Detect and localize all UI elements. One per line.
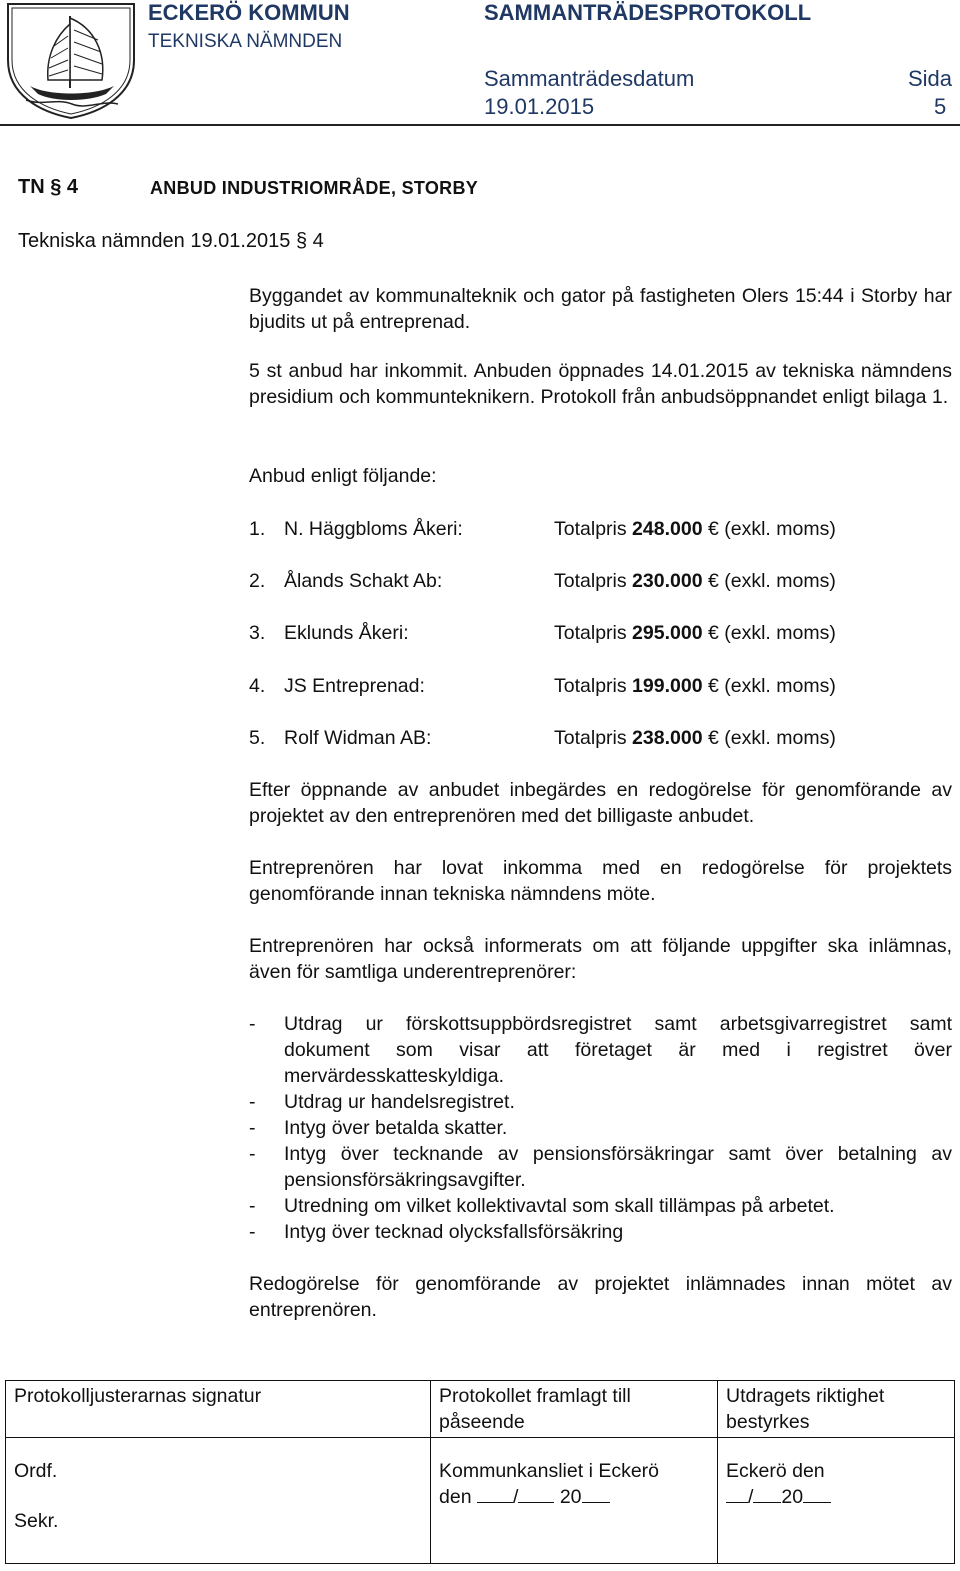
certification-header-cell bbox=[718, 1381, 955, 1438]
price-amount: 199.000 bbox=[632, 675, 703, 697]
list-dash: - bbox=[249, 1091, 256, 1113]
bidder-name: Rolf Widman AB: bbox=[284, 727, 432, 749]
bid-row bbox=[249, 725, 952, 751]
price-label: Totalpris bbox=[554, 518, 627, 540]
price-amount: 248.000 bbox=[632, 518, 703, 540]
bid-price bbox=[554, 673, 836, 699]
posting-date bbox=[439, 1484, 709, 1510]
document-type: SAMMANTRÄDESPROTOKOLL bbox=[484, 0, 812, 25]
date-slash: / bbox=[748, 1486, 754, 1508]
list-item-text: Utdrag ur förskottsuppbördsregistret samt arbetsgivarregistret samt dokument som visar att företaget är med i registret över mervärdesskatteskyldiga. bbox=[284, 1013, 952, 1087]
bid-row bbox=[249, 673, 952, 699]
sekr-label: Sekr. bbox=[14, 1510, 59, 1532]
list-dash: - bbox=[249, 1143, 256, 1165]
list-dash: - bbox=[249, 1221, 256, 1243]
certification-cell bbox=[718, 1438, 955, 1564]
price-label: Totalpris bbox=[554, 727, 627, 749]
list-item bbox=[249, 1141, 952, 1193]
page-number: 5 bbox=[934, 94, 947, 119]
month-blank bbox=[753, 1484, 781, 1503]
price-suffix: € (exkl. moms) bbox=[707, 727, 836, 749]
bid-number: 3. bbox=[249, 622, 266, 644]
header-divider bbox=[0, 124, 960, 126]
bid-price bbox=[554, 568, 836, 594]
price-label: Totalpris bbox=[554, 675, 627, 697]
list-item bbox=[249, 1115, 952, 1141]
bid-number: 2. bbox=[249, 570, 266, 592]
meeting-date: 19.01.2015 bbox=[484, 94, 595, 119]
list-item bbox=[249, 1193, 952, 1219]
list-item-text: Intyg över tecknad olycksfallsförsäkring bbox=[284, 1221, 624, 1243]
year-blank bbox=[803, 1484, 831, 1503]
price-suffix: € (exkl. moms) bbox=[707, 518, 836, 540]
paragraph-bids-received: 5 st anbud har inkommit. Anbuden öppnades 14.01.2015 av tekniska nämndens presidium och kommunteknikern. Protokoll från anbudsöppnandet enligt bilaga 1. bbox=[249, 360, 952, 408]
signature-table bbox=[5, 1380, 955, 1564]
posting-location: Kommunkansliet i Eckerö bbox=[439, 1460, 660, 1482]
bid-price bbox=[554, 725, 836, 751]
page-label: Sida bbox=[908, 66, 953, 91]
paragraph-contractor-promise: Entreprenören har lovat inkomma med en redogörelse för projektets genomförande innan tekniska nämndens möte. bbox=[249, 857, 952, 905]
list-item bbox=[249, 1219, 952, 1245]
year-prefix: 20 bbox=[559, 1486, 582, 1508]
list-item bbox=[249, 1011, 952, 1089]
committee-name: TEKNISKA NÄMNDEN bbox=[148, 31, 343, 52]
signature-header: Protokolljusterarnas signatur bbox=[14, 1385, 262, 1407]
paragraph-submitted: Redogörelse för genomförande av projektet inlämnades innan mötet av entreprenören. bbox=[249, 1273, 952, 1321]
municipality-name: ECKERÖ KOMMUN bbox=[148, 0, 350, 25]
ordf-label: Ordf. bbox=[14, 1460, 58, 1482]
bid-price bbox=[554, 620, 836, 646]
signature-cell bbox=[6, 1438, 431, 1564]
certification-date bbox=[726, 1484, 946, 1510]
certification-header: Utdragets riktighet bestyrkes bbox=[726, 1385, 885, 1433]
list-item bbox=[249, 1089, 952, 1115]
paragraph-required-info: Entreprenören har också informerats om att följande uppgifter ska inlämnas, även för samtliga underentreprenörer: bbox=[249, 935, 952, 983]
list-item-text: Intyg över betalda skatter. bbox=[284, 1117, 508, 1139]
bid-row bbox=[249, 620, 952, 646]
municipality-coat-of-arms-logo bbox=[2, 0, 140, 120]
bidder-name: JS Entreprenad: bbox=[284, 675, 425, 697]
bid-price bbox=[554, 516, 836, 542]
month-blank bbox=[518, 1484, 554, 1503]
bidder-name: N. Häggbloms Åkeri: bbox=[284, 518, 463, 540]
meeting-date-label: Sammanträdesdatum bbox=[484, 66, 695, 91]
certification-location: Eckerö den bbox=[726, 1460, 825, 1482]
list-dash: - bbox=[249, 1013, 256, 1035]
bid-row bbox=[249, 568, 952, 594]
bid-number: 5. bbox=[249, 727, 266, 749]
paragraph-procurement: Byggandet av kommunalteknik och gator på fastigheten Olers 15:44 i Storby har bjudits ut på entreprenad. bbox=[249, 285, 952, 333]
day-blank bbox=[726, 1484, 748, 1503]
bid-number: 1. bbox=[249, 518, 266, 540]
requirements-list bbox=[249, 1011, 952, 1245]
list-item-text: Utredning om vilket kollektivavtal som skall tillämpas på arbetet. bbox=[284, 1195, 835, 1217]
date-slash: / bbox=[512, 1486, 519, 1508]
price-amount: 238.000 bbox=[632, 727, 703, 749]
bidder-name: Ålands Schakt Ab: bbox=[284, 570, 443, 592]
list-dash: - bbox=[249, 1195, 256, 1217]
price-suffix: € (exkl. moms) bbox=[707, 675, 836, 697]
signature-header-cell bbox=[6, 1381, 431, 1438]
posting-cell bbox=[431, 1438, 718, 1564]
section-reference: Tekniska nämnden 19.01.2015 § 4 bbox=[18, 230, 324, 252]
list-dash: - bbox=[249, 1117, 256, 1139]
den-label: den bbox=[439, 1486, 472, 1508]
year-blank bbox=[582, 1484, 610, 1503]
price-label: Totalpris bbox=[554, 622, 627, 644]
price-suffix: € (exkl. moms) bbox=[707, 570, 836, 592]
paragraph-bids-intro: Anbud enligt följande: bbox=[249, 465, 437, 487]
section-title: ANBUD INDUSTRIOMRÅDE, STORBY bbox=[150, 178, 479, 198]
price-amount: 295.000 bbox=[632, 622, 703, 644]
list-item-text: Utdrag ur handelsregistret. bbox=[284, 1091, 515, 1113]
price-amount: 230.000 bbox=[632, 570, 703, 592]
posting-header: Protokollet framlagt till påseende bbox=[439, 1385, 631, 1433]
section-number: TN § 4 bbox=[18, 176, 79, 198]
bidder-name: Eklunds Åkeri: bbox=[284, 622, 409, 644]
list-item-text: Intyg över tecknande av pensionsförsäkringar samt över betalning av pensionsförsäkringsavgifter. bbox=[284, 1143, 952, 1191]
bid-number: 4. bbox=[249, 675, 266, 697]
bid-row bbox=[249, 516, 952, 542]
paragraph-account-request: Efter öppnande av anbudet inbegärdes en redogörelse för genomförande av projektet av den entreprenören med det billigaste anbudet. bbox=[249, 779, 952, 827]
day-blank bbox=[477, 1484, 513, 1503]
price-label: Totalpris bbox=[554, 570, 627, 592]
posting-header-cell bbox=[431, 1381, 718, 1438]
year-prefix: 20 bbox=[781, 1486, 804, 1508]
price-suffix: € (exkl. moms) bbox=[707, 622, 836, 644]
